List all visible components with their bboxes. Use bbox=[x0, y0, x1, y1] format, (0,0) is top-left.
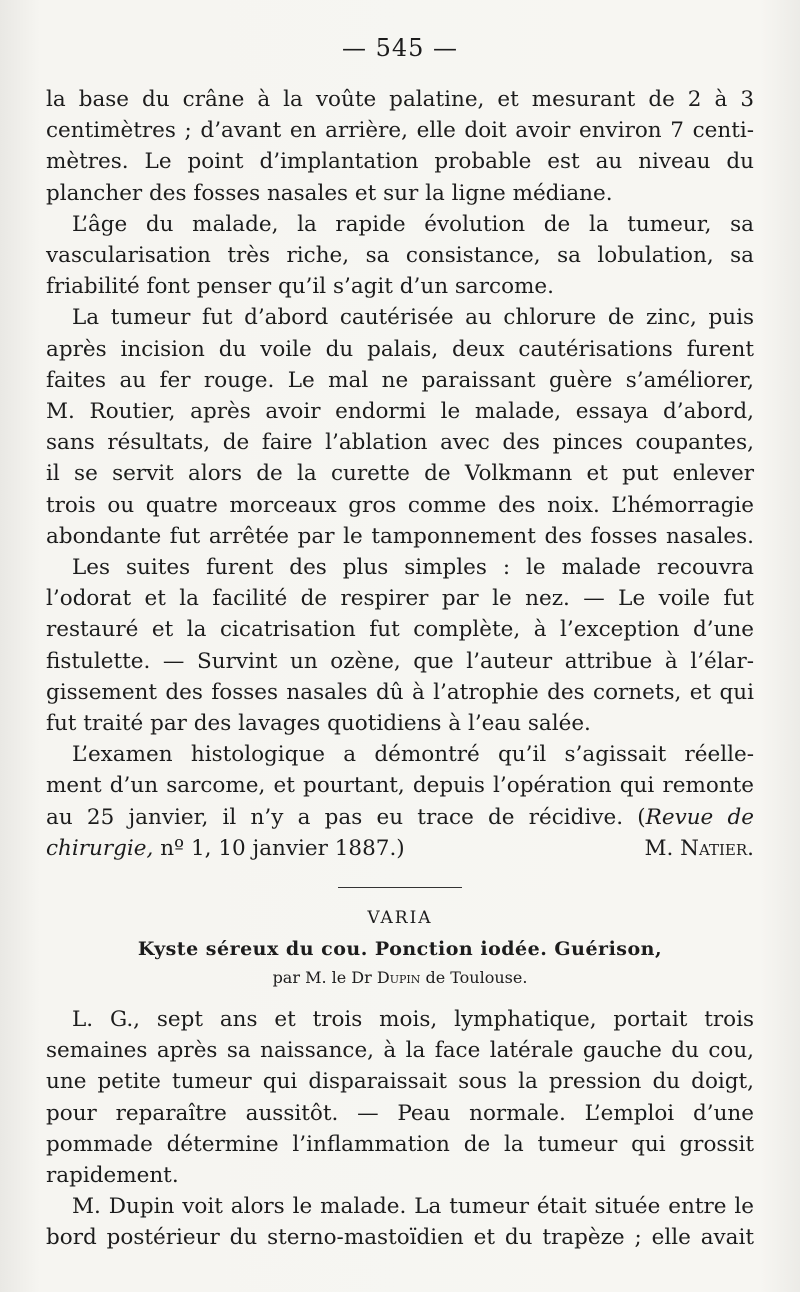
text-line: sans résultats, de faire l’ablation avec des pinces coupantes, bbox=[46, 430, 754, 456]
byline-author: Dupin bbox=[376, 968, 421, 987]
text-fragment: au 25 janvier, il n’y a pas eu trace de récidive. ( bbox=[46, 804, 646, 830]
text-line: une petite tumeur qui disparaissait sous la pression du doigt, bbox=[46, 1069, 754, 1095]
article-title: Kyste séreux du cou. Ponction iodée. Guérison, bbox=[137, 938, 663, 960]
page-number: — 545 — bbox=[341, 34, 459, 62]
text-line: il se servit alors de la curette de Volkmann et put enlever bbox=[46, 461, 754, 487]
text-line: plancher des fosses nasales et sur la ligne médiane. bbox=[46, 180, 613, 206]
paragraph-1 bbox=[46, 84, 754, 209]
text-line: restauré et la cicatrisation fut complète, à l’exception d’une bbox=[46, 617, 754, 643]
journal-title: chirurgie, bbox=[46, 835, 154, 861]
text-line bbox=[46, 802, 754, 833]
article-continuation bbox=[46, 84, 754, 864]
text-line: friabilité font penser qu’il s’agit d’un sarcome. bbox=[46, 274, 554, 300]
text-line: bord postérieur du sterno-mastoïdien et du trapèze ; elle avait bbox=[46, 1225, 754, 1251]
paragraph-4 bbox=[46, 552, 754, 739]
text-line: faites au fer rouge. Le mal ne paraissant guère s’améliorer, bbox=[46, 367, 754, 393]
journal-title: Revue de bbox=[645, 804, 755, 830]
author-signature: M. Natier. bbox=[644, 835, 754, 861]
text-line: rapidement. bbox=[46, 1163, 179, 1189]
text-line: centimètres ; d’avant en arrière, elle doit avoir environ 7 centi- bbox=[46, 118, 754, 144]
paragraph-6 bbox=[46, 1004, 754, 1191]
text-line: L. G., sept ans et trois mois, lymphatique, portait trois bbox=[72, 1007, 754, 1032]
text-line: ment d’un sarcome, et pourtant, depuis l’opération qui remonte bbox=[46, 773, 754, 799]
text-line: la base du crâne à la voûte palatine, et mesurant de 2 à 3 bbox=[46, 87, 754, 112]
citation-line bbox=[46, 833, 754, 864]
paragraph-7 bbox=[46, 1191, 754, 1253]
text-line: trois ou quatre morceaux gros comme des noix. L’hémorragie bbox=[46, 492, 754, 518]
text-line: après incision du voile du palais, deux cautérisations furent bbox=[46, 336, 754, 362]
byline-suffix: de Toulouse. bbox=[420, 968, 528, 987]
text-line: M. Dupin voit alors le malade. La tumeur était située entre le bbox=[72, 1194, 754, 1220]
text-line: L’âge du malade, la rapide évolution de la tumeur, sa bbox=[72, 211, 754, 237]
paragraph-2 bbox=[46, 209, 754, 303]
text-line: L’examen histologique a démontré qu’il s’agissait réelle- bbox=[72, 742, 754, 768]
text-line: La tumeur fut d’abord cautérisée au chlorure de zinc, puis bbox=[72, 305, 754, 331]
paragraph-3 bbox=[46, 302, 754, 552]
byline-prefix: par M. le Dr bbox=[272, 968, 377, 987]
text-line: fut traité par des lavages quotidiens à l’eau salée. bbox=[46, 711, 591, 737]
text-line: pour reparaître aussitôt. — Peau normale. L’emploi d’une bbox=[46, 1100, 754, 1126]
citation-details: nº 1, 10 janvier 1887.) bbox=[153, 835, 405, 861]
text-line: M. Routier, après avoir endormi le malade, essaya d’abord, bbox=[46, 399, 754, 425]
text-line: vascularisation très riche, sa consistance, sa lobulation, sa bbox=[46, 243, 754, 269]
paragraph-5 bbox=[46, 739, 754, 864]
text-line: fistulette. — Survint un ozène, que l’auteur attribue à l’élar- bbox=[46, 648, 754, 674]
separator-rule bbox=[338, 887, 462, 888]
article-body bbox=[46, 1004, 754, 1254]
text-line: mètres. Le point d’implantation probable est au niveau du bbox=[46, 149, 754, 175]
text-line: abondante fut arrêtée par le tamponnement des fosses nasales. bbox=[46, 523, 754, 549]
byline bbox=[0, 968, 800, 987]
text-line: l’odorat et la facilité de respirer par le nez. — Le voile fut bbox=[46, 586, 754, 612]
text-line: semaines après sa naissance, à la face latérale gauche du cou, bbox=[46, 1038, 754, 1064]
citation bbox=[46, 833, 405, 864]
section-heading: VARIA bbox=[367, 908, 433, 928]
text-line: pommade détermine l’inflammation de la tumeur qui grossit bbox=[46, 1131, 754, 1157]
text-line: Les suites furent des plus simples : le malade recouvra bbox=[72, 555, 754, 581]
text-line: gissement des fosses nasales dû à l’atrophie des cornets, et qui bbox=[46, 679, 754, 705]
